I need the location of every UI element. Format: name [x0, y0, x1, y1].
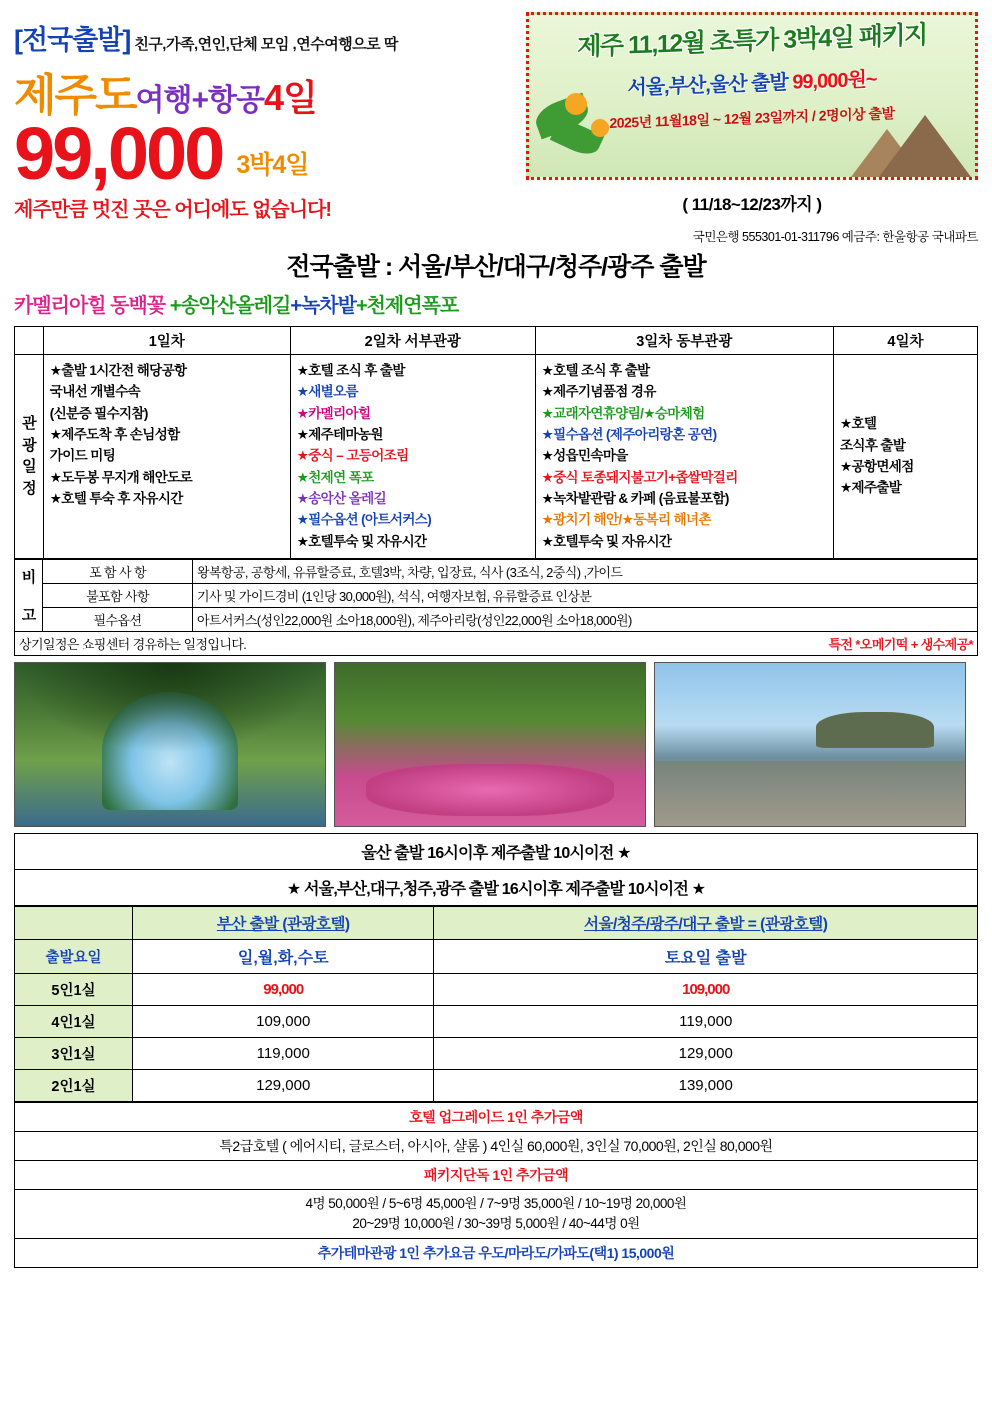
banner-line-1: 제주 11,12월 초특가 3박4일 패키지	[577, 20, 927, 62]
itinerary-day3-line-2: ★교래자연휴양림/★승마체험	[541, 405, 705, 421]
price-busan-value: 119,000	[133, 1037, 434, 1069]
remarks-label-excluded: 불포함 사항	[43, 583, 193, 607]
itinerary-day3-line-5: ★중식 토종돼지불고기+좁쌀막걸리	[541, 469, 738, 485]
extras-single-value-row	[15, 1189, 978, 1239]
notice-ulsan: 울산 출발 16시이후 제주출발 10시이전 ★	[14, 833, 978, 870]
itinerary-col-day4: 4일차	[833, 327, 977, 355]
price-table-header-row	[15, 906, 978, 939]
itinerary-col-day3: 3일차 동부관광	[535, 327, 833, 355]
nationwide-tag: [전국출발]	[14, 25, 131, 55]
itinerary-day1-line-2: (신분증 필수지참)	[49, 405, 148, 421]
remarks-note-cell	[15, 631, 978, 655]
extras-upgrade-title-row	[15, 1102, 978, 1131]
highlight-spots	[14, 289, 978, 318]
title-trip: 여행+항공	[135, 84, 264, 117]
price-room-label: 2인1실	[15, 1069, 133, 1101]
itinerary-day3-line-0: ★호텔 조식 후 출발	[541, 363, 650, 378]
price-other-value: 109,000	[434, 973, 978, 1005]
remarks-value-included: 왕복항공, 공항세, 유류할증료, 호텔3박, 차량, 입장료, 식사 (3조식, 2중식) ,가이드	[193, 559, 978, 583]
photo-flower-garden	[334, 662, 646, 827]
slogan: 제주만큼 멋진 곳은 어디에도 없습니다!	[14, 199, 332, 222]
itinerary-day3-line-4: ★성읍민속마을	[541, 448, 628, 464]
itinerary-day3-line-6: ★녹차밭관람 & 카페 (음료불포함)	[541, 490, 729, 506]
price-col-other: 서울/청주/광주/대구 출발 = (관광호텔)	[434, 906, 978, 939]
departure-day-label: 출발요일	[15, 939, 133, 973]
price-other-value: 129,000	[434, 1037, 978, 1069]
price-other-value: 119,000	[434, 1005, 978, 1037]
itinerary-col-day1: 1일차	[43, 327, 290, 355]
itinerary-day2-line-3: ★제주테마농원	[296, 426, 383, 442]
photo-strip	[14, 662, 978, 827]
single-supplement-line1: 4명 50,000원 / 5~6명 45,000원 / 7~9명 35,000원 / 10~19명 20,000원	[305, 1195, 687, 1211]
single-supplement-line2: 20~29명 10,000원 / 30~39명 5,000원 / 40~44명 0원	[352, 1216, 640, 1232]
itinerary-day1-line-6: ★호텔 투숙 후 자유시간	[49, 490, 183, 506]
price-row-5인1실	[15, 973, 978, 1005]
price-room-label: 4인1실	[15, 1005, 133, 1037]
banner-line-2-cities: 서울,부산,울산 출발	[627, 71, 788, 100]
extras-theme-row	[15, 1239, 978, 1268]
notice-other-cities: ★ 서울,부산,대구,청주,광주 출발 16시이후 제주출발 10시이전 ★	[14, 870, 978, 906]
remarks-label-options: 필수옵션	[43, 607, 193, 631]
extras-upgrade-value-row	[15, 1131, 978, 1160]
single-supplement-title: 패키지단독 1인 추가금액	[15, 1160, 978, 1189]
remarks-vertical-label: 비 고	[15, 559, 43, 631]
itinerary-day2-line-1: ★새별오름	[296, 384, 358, 400]
hotel-upgrade-title: 호텔 업그레이드 1인 추가금액	[15, 1102, 978, 1131]
itinerary-day1-line-4: 가이드 미팅	[49, 448, 116, 464]
itinerary-day4-line-3: ★제주출발	[839, 480, 902, 496]
price-table-corner-cell	[15, 906, 133, 939]
theme-tour-title: 추가테마관광 1인 추가요금 우도/마라도/가파도(택1) 15,000원	[15, 1239, 978, 1268]
itinerary-day3-cell	[535, 355, 833, 559]
spot-songaksan: +송악산올레길	[169, 295, 291, 317]
banner-line-3: 2025년 11월18일 ~ 12월 23일까지 / 2명이상 출발	[609, 105, 895, 131]
spot-greentea: +녹차밭	[290, 295, 356, 317]
hotel-upgrade-value: 특2급호텔 ( 에어시티, 글로스터, 아시아, 샬롬 ) 4인실 60,000원, 3인실 70,000원, 2인실 80,000원	[15, 1131, 978, 1160]
header-price-row	[14, 112, 514, 195]
remarks-value-options: 아트서커스(성인22,000원 소아18,000원), 제주아리랑(성인22,000원 소아18,000원)	[193, 607, 978, 631]
remarks-value-excluded: 기사 및 가이드경비 (1인당 30,000원), 석식, 여행자보험, 유류할증료 인상분	[193, 583, 978, 607]
price-busan-value: 109,000	[133, 1005, 434, 1037]
itinerary-vertical-label: 관 광 일 정	[15, 355, 44, 559]
itinerary-day3-line-7: ★광치기 해안/★동복리 해녀촌	[541, 512, 711, 528]
nights-label: 3박4일	[236, 151, 309, 180]
promo-banner	[526, 12, 978, 180]
title-days: 4일	[263, 77, 317, 118]
extras-single-title-row	[15, 1160, 978, 1189]
itinerary-header-row	[15, 327, 978, 355]
itinerary-table	[14, 326, 978, 559]
itinerary-day3-line-8: ★호텔투숙 및 자유시간	[541, 533, 672, 549]
departure-cities-line: 전국출발 : 서울/부산/대구/청주/광주 출발	[286, 253, 706, 281]
header-tagline	[14, 18, 514, 57]
price-row-2인1실	[15, 1069, 978, 1101]
bank-account-info: 국민은행 555301-01-311796 예금주: 한울항공 국내파트	[692, 230, 978, 244]
price-table-body	[15, 939, 978, 1101]
photo-seongsan-coast	[654, 662, 966, 827]
departure-day-other: 토요일 출발	[434, 939, 978, 973]
remarks-note-row	[15, 631, 978, 655]
banner-line-2	[537, 59, 967, 103]
nationwide-subtitle: 친구,가족,연인,단체 모임 ,연수여행으로 딱	[134, 36, 398, 53]
mountain-decor-icon	[879, 115, 971, 177]
itinerary-day4-line-1: 조식후 출발	[839, 437, 906, 453]
itinerary-day2-line-4: ★중식 – 고등어조림	[296, 448, 409, 464]
price-busan-value: 99,000	[133, 973, 434, 1005]
price-busan-value: 129,000	[133, 1069, 434, 1101]
price-room-label: 5인1실	[15, 973, 133, 1005]
itinerary-col-day2: 2일차 서부관광	[290, 327, 535, 355]
header-right	[526, 12, 978, 245]
itinerary-day1-line-1: 국내선 개별수속	[49, 384, 141, 400]
itinerary-day4-cell	[833, 355, 977, 559]
itinerary-day2-line-2: ★카멜리아힐	[296, 405, 371, 421]
itinerary-day2-line-5: ★천제연 폭포	[296, 469, 374, 485]
price-row-3인1실	[15, 1037, 978, 1069]
itinerary-day3-line-1: ★제주기념품점 경유	[541, 384, 656, 400]
itinerary-body-row	[15, 355, 978, 559]
special-gift-note: 특전 *오메기떡 + 생수제공*	[828, 636, 973, 652]
itinerary-day2-line-0: ★호텔 조식 후 출발	[296, 363, 405, 378]
itinerary-day1-cell	[43, 355, 290, 559]
price-room-label: 3인1실	[15, 1037, 133, 1069]
itinerary-corner-cell	[15, 327, 44, 355]
spot-camellia: 카멜리아힐 동백꽃	[14, 295, 170, 317]
single-supplement-value	[15, 1189, 978, 1239]
itinerary-day1-line-3: ★제주도착 후 손님성함	[49, 426, 180, 442]
itinerary-day4-line-0: ★호텔	[839, 416, 877, 432]
departure-day-busan: 일,월,화,수토	[133, 939, 434, 973]
header-left	[14, 12, 514, 222]
itinerary-day3-line-3: ★필수옵션 (제주아리랑혼 공연)	[541, 426, 717, 442]
price-other-value: 139,000	[434, 1069, 978, 1101]
extras-table	[14, 1102, 978, 1269]
shopping-note: 상기일정은 쇼핑센터 경유하는 일정입니다.	[19, 636, 247, 652]
price-row-4인1실	[15, 1005, 978, 1037]
itinerary-day1-line-5: ★도두봉 무지개 해안도로	[49, 469, 193, 485]
price-table	[14, 906, 978, 1102]
itinerary-day2-cell	[290, 355, 535, 559]
itinerary-day4-line-2: ★공항면세점	[839, 458, 914, 474]
remarks-row-excluded	[15, 583, 978, 607]
date-range: ( 11/18~12/23까지 )	[682, 195, 822, 214]
title-jeju: 제주도	[14, 71, 136, 120]
itinerary-day2-line-7: ★필수옵션 (아트서커스)	[296, 512, 432, 528]
remarks-table	[14, 559, 978, 656]
remarks-label-included: 포 함 사 항	[43, 559, 193, 583]
price-col-busan: 부산 출발 (관광호텔)	[133, 906, 434, 939]
spot-cheonjeyeon: +천제연폭포	[355, 295, 459, 317]
price-row-departure-days	[15, 939, 978, 973]
itinerary-day2-line-6: ★송악산 올레길	[296, 490, 387, 506]
header	[14, 12, 978, 245]
itinerary-day2-line-8: ★호텔투숙 및 자유시간	[296, 533, 427, 549]
itinerary-day1-line-0: ★출발 1시간전 해당공항	[49, 363, 187, 378]
main-price: 99,000	[14, 112, 223, 195]
banner-line-2-price: 99,000원~	[792, 68, 877, 94]
photo-forest-tunnel	[14, 662, 326, 827]
remarks-row-options	[15, 607, 978, 631]
remarks-row-included	[15, 559, 978, 583]
